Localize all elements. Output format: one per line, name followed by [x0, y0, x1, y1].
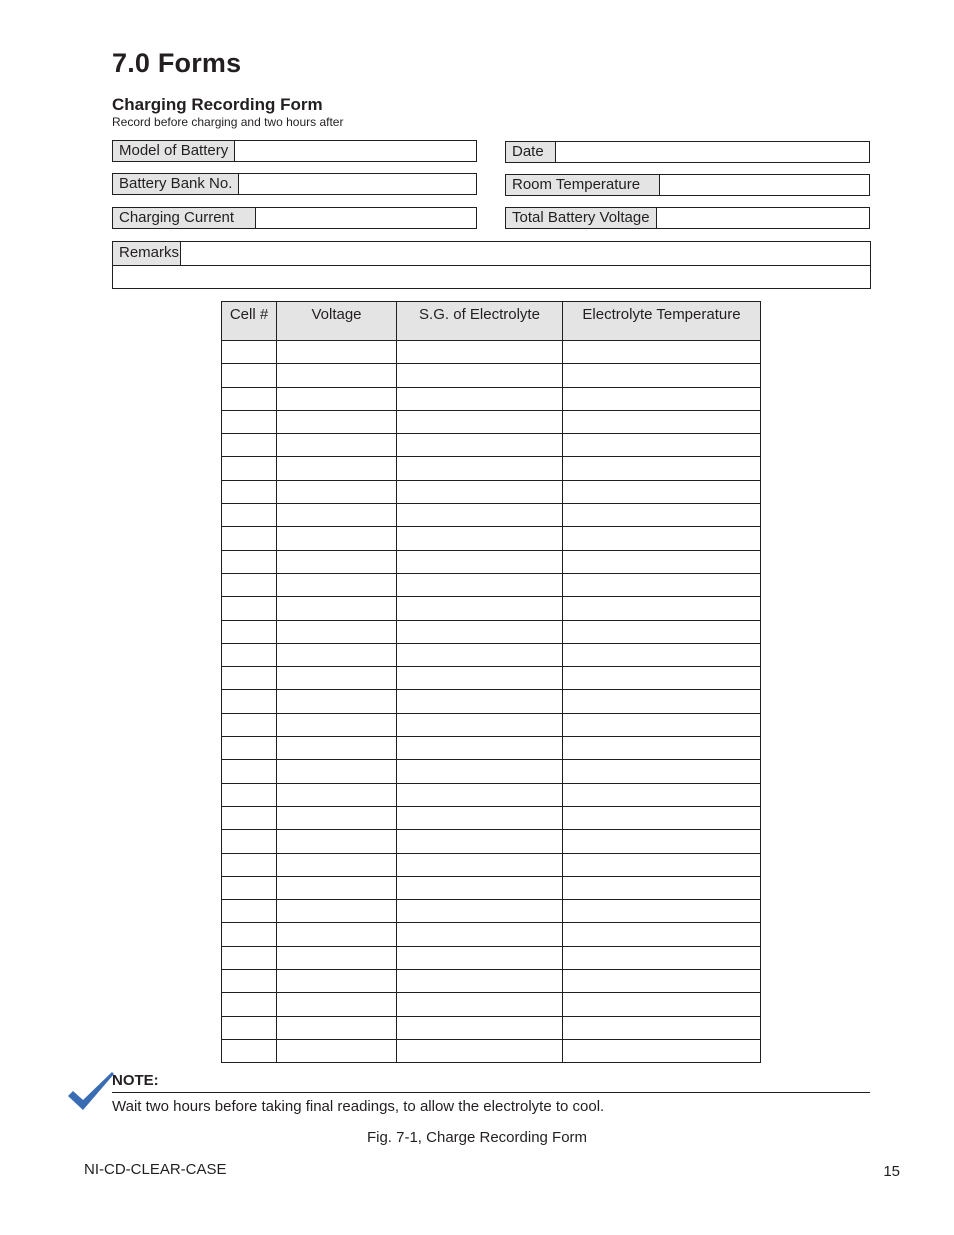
voltage-cell[interactable] [277, 504, 397, 527]
electrolyte-temperature-cell[interactable] [563, 364, 761, 387]
table-row [222, 573, 761, 596]
electrolyte-temperature-cell[interactable] [563, 410, 761, 433]
cell-number-cell[interactable] [222, 341, 277, 364]
voltage-cell[interactable] [277, 643, 397, 666]
table-row [222, 713, 761, 736]
electrolyte-temperature-cell[interactable] [563, 387, 761, 410]
cell-number-cell[interactable] [222, 783, 277, 806]
sg-electrolyte-cell[interactable] [397, 434, 563, 457]
charging-current-field [112, 207, 477, 229]
cell-number-cell[interactable] [222, 527, 277, 550]
table-row [222, 504, 761, 527]
table-row [222, 527, 761, 550]
table-row [222, 457, 761, 480]
table-row [222, 643, 761, 666]
electrolyte-temperature-cell[interactable] [563, 690, 761, 713]
voltage-cell[interactable] [277, 550, 397, 573]
cell-number-cell[interactable] [222, 1016, 277, 1039]
cell-number-cell[interactable] [222, 504, 277, 527]
field-label: Charging Current [113, 208, 256, 228]
voltage-cell[interactable] [277, 923, 397, 946]
voltage-cell[interactable] [277, 573, 397, 596]
figure-caption: Fig. 7-1, Charge Recording Form [366, 1129, 588, 1146]
sg-electrolyte-cell[interactable] [397, 341, 563, 364]
voltage-cell[interactable] [277, 527, 397, 550]
field-label: Battery Bank No. [113, 174, 239, 194]
cell-number-cell[interactable] [222, 923, 277, 946]
cell-number-cell[interactable] [222, 713, 277, 736]
sg-electrolyte-cell[interactable] [397, 946, 563, 969]
model-of-battery-input[interactable] [235, 141, 476, 161]
date-input[interactable] [556, 142, 869, 162]
voltage-cell[interactable] [277, 970, 397, 993]
header-cell-number: Cell # [222, 302, 277, 341]
sg-electrolyte-cell[interactable] [397, 643, 563, 666]
sg-electrolyte-cell[interactable] [397, 1016, 563, 1039]
table-row [222, 970, 761, 993]
voltage-cell[interactable] [277, 364, 397, 387]
voltage-cell[interactable] [277, 1039, 397, 1062]
sg-electrolyte-cell[interactable] [397, 387, 563, 410]
date-field [505, 141, 870, 163]
electrolyte-temperature-cell[interactable] [563, 573, 761, 596]
electrolyte-temperature-cell[interactable] [563, 504, 761, 527]
cell-number-cell[interactable] [222, 620, 277, 643]
cell-number-cell[interactable] [222, 946, 277, 969]
electrolyte-temperature-cell[interactable] [563, 970, 761, 993]
cell-number-cell[interactable] [222, 597, 277, 620]
cell-number-cell[interactable] [222, 1039, 277, 1062]
sg-electrolyte-cell[interactable] [397, 713, 563, 736]
electrolyte-temperature-cell[interactable] [563, 480, 761, 503]
cell-number-cell[interactable] [222, 434, 277, 457]
electrolyte-temperature-cell[interactable] [563, 597, 761, 620]
voltage-cell[interactable] [277, 876, 397, 899]
electrolyte-temperature-cell[interactable] [563, 853, 761, 876]
voltage-cell[interactable] [277, 410, 397, 433]
cell-number-cell[interactable] [222, 387, 277, 410]
remarks-label: Remarks [113, 242, 181, 265]
table-row [222, 410, 761, 433]
remarks-box [112, 241, 871, 289]
field-label: Model of Battery [113, 141, 235, 161]
field-label: Total Battery Voltage [506, 208, 657, 228]
table-row [222, 900, 761, 923]
sg-electrolyte-cell[interactable] [397, 690, 563, 713]
charging-current-input[interactable] [256, 208, 476, 228]
voltage-cell[interactable] [277, 900, 397, 923]
cell-number-cell[interactable] [222, 364, 277, 387]
sg-electrolyte-cell[interactable] [397, 806, 563, 829]
form-title: Charging Recording Form [112, 95, 323, 114]
sg-electrolyte-cell[interactable] [397, 667, 563, 690]
electrolyte-temperature-cell[interactable] [563, 923, 761, 946]
sg-electrolyte-cell[interactable] [397, 364, 563, 387]
table-row [222, 1016, 761, 1039]
electrolyte-temperature-cell[interactable] [563, 457, 761, 480]
sg-electrolyte-cell[interactable] [397, 1039, 563, 1062]
table-row [222, 853, 761, 876]
header-sg-electrolyte: S.G. of Electrolyte [397, 302, 563, 341]
sg-electrolyte-cell[interactable] [397, 993, 563, 1016]
cell-number-cell[interactable] [222, 480, 277, 503]
table-header-row [222, 302, 761, 341]
cell-number-cell[interactable] [222, 876, 277, 899]
note-title: NOTE: [112, 1072, 159, 1089]
table-row [222, 760, 761, 783]
cell-number-cell[interactable] [222, 760, 277, 783]
electrolyte-temperature-cell[interactable] [563, 620, 761, 643]
battery-bank-input[interactable] [239, 174, 476, 194]
cell-number-cell[interactable] [222, 806, 277, 829]
voltage-cell[interactable] [277, 387, 397, 410]
table-row [222, 550, 761, 573]
remarks-input-line[interactable] [113, 266, 870, 288]
cell-number-cell[interactable] [222, 853, 277, 876]
electrolyte-temperature-cell[interactable] [563, 667, 761, 690]
field-label: Date [506, 142, 556, 162]
electrolyte-temperature-cell[interactable] [563, 1039, 761, 1062]
electrolyte-temperature-cell[interactable] [563, 993, 761, 1016]
sg-electrolyte-cell[interactable] [397, 550, 563, 573]
electrolyte-temperature-cell[interactable] [563, 643, 761, 666]
electrolyte-temperature-cell[interactable] [563, 760, 761, 783]
table-row [222, 480, 761, 503]
cell-number-cell[interactable] [222, 900, 277, 923]
remarks-input[interactable] [181, 242, 870, 265]
sg-electrolyte-cell[interactable] [397, 737, 563, 760]
cell-number-cell[interactable] [222, 643, 277, 666]
table-row [222, 946, 761, 969]
electrolyte-temperature-cell[interactable] [563, 527, 761, 550]
electrolyte-temperature-cell[interactable] [563, 550, 761, 573]
electrolyte-temperature-cell[interactable] [563, 341, 761, 364]
cell-number-cell[interactable] [222, 550, 277, 573]
sg-electrolyte-cell[interactable] [397, 480, 563, 503]
voltage-cell[interactable] [277, 690, 397, 713]
cell-number-cell[interactable] [222, 737, 277, 760]
sg-electrolyte-cell[interactable] [397, 457, 563, 480]
sg-electrolyte-cell[interactable] [397, 597, 563, 620]
sg-electrolyte-cell[interactable] [397, 504, 563, 527]
electrolyte-temperature-cell[interactable] [563, 806, 761, 829]
cell-readings-table [221, 301, 761, 1063]
electrolyte-temperature-cell[interactable] [563, 737, 761, 760]
header-voltage: Voltage [277, 302, 397, 341]
sg-electrolyte-cell[interactable] [397, 527, 563, 550]
form-subtitle: Record before charging and two hours after [112, 115, 344, 129]
table-row [222, 341, 761, 364]
electrolyte-temperature-cell[interactable] [563, 900, 761, 923]
voltage-cell[interactable] [277, 783, 397, 806]
electrolyte-temperature-cell[interactable] [563, 1016, 761, 1039]
voltage-cell[interactable] [277, 434, 397, 457]
note-text: Wait two hours before taking final readings, to allow the electrolyte to cool. [112, 1098, 605, 1115]
room-temperature-input[interactable] [660, 175, 869, 195]
table-row [222, 364, 761, 387]
table-row [222, 737, 761, 760]
sg-electrolyte-cell[interactable] [397, 970, 563, 993]
table-row [222, 434, 761, 457]
voltage-cell[interactable] [277, 1016, 397, 1039]
sg-electrolyte-cell[interactable] [397, 783, 563, 806]
sg-electrolyte-cell[interactable] [397, 830, 563, 853]
field-label: Room Temperature [506, 175, 660, 195]
electrolyte-temperature-cell[interactable] [563, 876, 761, 899]
sg-electrolyte-cell[interactable] [397, 410, 563, 433]
table-row [222, 1039, 761, 1062]
cell-number-cell[interactable] [222, 830, 277, 853]
sg-electrolyte-cell[interactable] [397, 900, 563, 923]
electrolyte-temperature-cell[interactable] [563, 830, 761, 853]
cell-number-cell[interactable] [222, 993, 277, 1016]
sg-electrolyte-cell[interactable] [397, 573, 563, 596]
table-body [222, 341, 761, 1063]
table-row [222, 387, 761, 410]
cell-number-cell[interactable] [222, 573, 277, 596]
cell-number-cell[interactable] [222, 970, 277, 993]
header-electrolyte-temperature: Electrolyte Temperature [563, 302, 761, 341]
electrolyte-temperature-cell[interactable] [563, 434, 761, 457]
footer-page-number: 15 [883, 1163, 900, 1180]
cell-number-cell[interactable] [222, 410, 277, 433]
electrolyte-temperature-cell[interactable] [563, 946, 761, 969]
voltage-cell[interactable] [277, 760, 397, 783]
table-row [222, 690, 761, 713]
checkmark-icon [66, 1070, 116, 1112]
battery-bank-field [112, 173, 477, 195]
voltage-cell[interactable] [277, 993, 397, 1016]
voltage-cell[interactable] [277, 806, 397, 829]
table-row [222, 876, 761, 899]
sg-electrolyte-cell[interactable] [397, 876, 563, 899]
table-row [222, 923, 761, 946]
voltage-cell[interactable] [277, 737, 397, 760]
table-row [222, 620, 761, 643]
voltage-cell[interactable] [277, 620, 397, 643]
model-of-battery-field [112, 140, 477, 162]
table-row [222, 783, 761, 806]
sg-electrolyte-cell[interactable] [397, 923, 563, 946]
room-temperature-field [505, 174, 870, 196]
electrolyte-temperature-cell[interactable] [563, 713, 761, 736]
sg-electrolyte-cell[interactable] [397, 853, 563, 876]
note-divider [112, 1092, 870, 1093]
cell-number-cell[interactable] [222, 667, 277, 690]
table-row [222, 830, 761, 853]
table-row [222, 806, 761, 829]
voltage-cell[interactable] [277, 946, 397, 969]
voltage-cell[interactable] [277, 341, 397, 364]
total-battery-voltage-input[interactable] [657, 208, 869, 228]
table-row [222, 993, 761, 1016]
voltage-cell[interactable] [277, 667, 397, 690]
voltage-cell[interactable] [277, 457, 397, 480]
cell-number-cell[interactable] [222, 690, 277, 713]
sg-electrolyte-cell[interactable] [397, 620, 563, 643]
voltage-cell[interactable] [277, 830, 397, 853]
voltage-cell[interactable] [277, 713, 397, 736]
cell-number-cell[interactable] [222, 457, 277, 480]
voltage-cell[interactable] [277, 480, 397, 503]
table-row [222, 597, 761, 620]
voltage-cell[interactable] [277, 597, 397, 620]
total-battery-voltage-field [505, 207, 870, 229]
voltage-cell[interactable] [277, 853, 397, 876]
table-row [222, 667, 761, 690]
page-heading: 7.0 Forms [112, 48, 242, 78]
electrolyte-temperature-cell[interactable] [563, 783, 761, 806]
sg-electrolyte-cell[interactable] [397, 760, 563, 783]
footer-doc-id: NI-CD-CLEAR-CASE [84, 1161, 227, 1178]
